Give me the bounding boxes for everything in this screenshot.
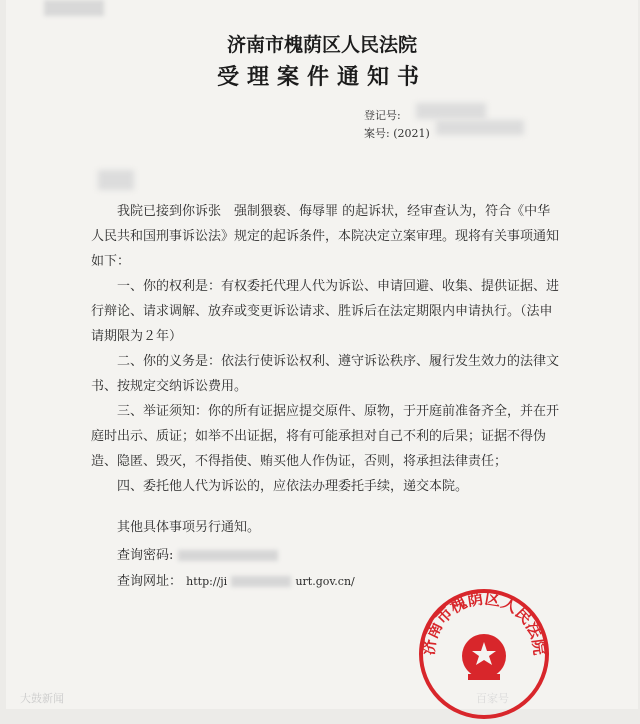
court-name: 济南市槐荫区人民法院 [226,34,417,56]
redacted-addressee [98,170,134,190]
document-title: 受理案件通知书 [216,64,427,90]
query-password-label: 查询密码: [117,548,174,563]
document-page [6,0,638,709]
query-url-label: 查询网址： [117,574,183,589]
paragraph-duties: 二、你的义务是：依法行使诉讼权利、遵守诉讼秩序、履行发生效力的法律文书、按规定交纳诉讼费用。 [91,354,560,394]
seal-text: 济南市槐荫区人民法院 [418,588,550,657]
redacted-top-mark [44,0,104,16]
redacted-url [231,576,291,587]
query-url-end: urt.gov.cn/ [295,575,355,588]
national-emblem [462,634,506,680]
paragraph-rights: 一、你的权利是：有权委托代理人代为诉讼、申请回避、收集、提供证据、进行辩论、请求调解、放弃或变更诉讼请求、胜诉后在法定期限内申请执行。（法申请期限为２年） [91,279,560,344]
paragraph-representation: 四、委托他人代为诉讼的，应依法办理委托手续，递交本院。 [117,479,469,494]
paragraph-evidence: 三、举证须知：你的所有证据应提交原件、原物，于开庭前准备齐全，并在开庭时出示、质证；如举不出证据，将有可能承担对自己不利的后果；证据不得伪造、隐匿、毁灭，不得指使、贿买他人作伪证，否则，将承担法律责任； [91,404,560,469]
redacted-password [178,550,278,561]
query-password-row [117,543,587,568]
paragraph-intro: 我院已接到你诉张 强制猥亵、侮辱罪 的起诉状，经审查认为，符合《中华人民共和国刑事诉讼法》规定的起诉条件，本院决定立案审理。现将有关事项通知如下： [91,204,560,269]
notice-body [91,199,561,499]
registration-label: 登记号: [364,109,401,122]
watermark-left: 大鼓新闻 [20,692,64,705]
redacted-case-number [436,120,524,135]
watermark-right: 百家号 [476,692,509,705]
redacted-registration [416,103,486,119]
case-number-label: 案号: (2021) [364,127,430,140]
query-url-start: http://ji [186,575,228,588]
other-notice: 其他具体事项另行通知。 [117,520,261,535]
